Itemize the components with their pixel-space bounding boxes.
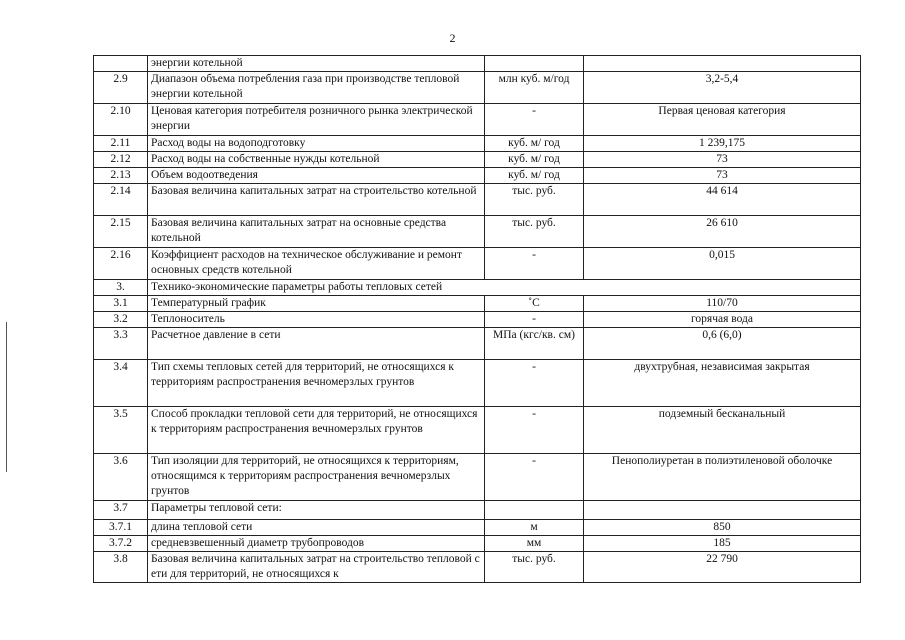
parameter-name: Ценовая категория потребителя розничного рынка электрической энергии <box>148 104 485 136</box>
parameter-unit: куб. м/ год <box>485 136 584 152</box>
parameter-unit: мм <box>485 536 584 552</box>
page-number: 2 <box>449 31 456 45</box>
table-row <box>94 501 861 520</box>
table-row <box>94 520 861 536</box>
parameter-value: 3,2-5,4 <box>584 72 861 104</box>
parameter-unit: - <box>485 104 584 136</box>
parameter-name: Температурный график <box>148 296 485 312</box>
parameter-value: 26 610 <box>584 216 861 248</box>
row-number: 2.10 <box>94 104 148 136</box>
parameter-unit <box>485 56 584 72</box>
row-number: 3.7.2 <box>94 536 148 552</box>
parameter-name: Диапазон объема потребления газа при производстве тепловой энергии котельной <box>148 72 485 104</box>
parameter-unit: МПа (кгс/кв. см) <box>485 328 584 360</box>
parameter-unit: тыс. руб. <box>485 184 584 216</box>
section-title: Технико-экономические параметры работы тепловых сетей <box>148 280 861 296</box>
table-row <box>94 360 861 407</box>
table-row <box>94 312 861 328</box>
parameter-name: Способ прокладки тепловой сети для территорий, не относящихся к территориям распространения вечномерзлых грунтов <box>148 407 485 454</box>
parameter-value: 22 790 <box>584 552 861 583</box>
row-number: 2.12 <box>94 152 148 168</box>
parameter-unit: ˚С <box>485 296 584 312</box>
table-row <box>94 72 861 104</box>
row-number: 3.6 <box>94 454 148 501</box>
parameter-value: Первая ценовая категория <box>584 104 861 136</box>
parameter-value: 44 614 <box>584 184 861 216</box>
table-row <box>94 280 861 296</box>
row-number: 3.3 <box>94 328 148 360</box>
parameter-name: Базовая величина капитальных затрат на строительство тепловой с ети для территорий, не относящихся к <box>148 552 485 583</box>
parameter-unit: млн куб. м/год <box>485 72 584 104</box>
parameter-unit: - <box>485 407 584 454</box>
parameter-name: Объем водоотведения <box>148 168 485 184</box>
parameter-value <box>584 501 861 520</box>
parameter-name: Базовая величина капитальных затрат на строительство котельной <box>148 184 485 216</box>
row-number: 3.4 <box>94 360 148 407</box>
table-row <box>94 216 861 248</box>
table-row <box>94 296 861 312</box>
table-row <box>94 248 861 280</box>
row-number <box>94 56 148 72</box>
margin-line <box>6 322 7 472</box>
table-row <box>94 168 861 184</box>
row-number: 2.9 <box>94 72 148 104</box>
parameter-unit: - <box>485 454 584 501</box>
table-body <box>94 56 861 583</box>
parameter-value: 185 <box>584 536 861 552</box>
parameter-name: Теплоноситель <box>148 312 485 328</box>
parameter-name: Расход воды на водоподготовку <box>148 136 485 152</box>
parameters-table <box>93 55 861 583</box>
table-row <box>94 407 861 454</box>
parameter-name: средневзвешенный диаметр трубопроводов <box>148 536 485 552</box>
table-row <box>94 184 861 216</box>
parameter-unit <box>485 501 584 520</box>
parameter-value: 0,015 <box>584 248 861 280</box>
row-number: 2.11 <box>94 136 148 152</box>
parameter-name: длина тепловой сети <box>148 520 485 536</box>
parameter-name: Базовая величина капитальных затрат на основные средства котельной <box>148 216 485 248</box>
parameter-value: подземный бесканальный <box>584 407 861 454</box>
row-number: 3.1 <box>94 296 148 312</box>
table-row <box>94 152 861 168</box>
parameter-name: Тип изоляции для территорий, не относящихся к территориям, относящимся к территориям распространения вечномерзлых грунтов <box>148 454 485 501</box>
row-number: 3.7 <box>94 501 148 520</box>
parameter-value: Пенополиуретан в полиэтиленовой оболочке <box>584 454 861 501</box>
table-row <box>94 56 861 72</box>
row-number: 2.14 <box>94 184 148 216</box>
table-row <box>94 552 861 583</box>
row-number: 2.16 <box>94 248 148 280</box>
parameter-unit: м <box>485 520 584 536</box>
parameter-unit: тыс. руб. <box>485 552 584 583</box>
row-number: 3.7.1 <box>94 520 148 536</box>
row-number: 2.15 <box>94 216 148 248</box>
parameter-name: Расчетное давление в сети <box>148 328 485 360</box>
row-number: 3.2 <box>94 312 148 328</box>
parameter-unit: куб. м/ год <box>485 152 584 168</box>
parameter-name: Тип схемы тепловых сетей для территорий, не относящихся к территориям распространения вечномерзлых грунтов <box>148 360 485 407</box>
row-number: 2.13 <box>94 168 148 184</box>
parameter-value: горячая вода <box>584 312 861 328</box>
row-number: 3. <box>94 280 148 296</box>
parameter-value: двухтрубная, независимая закрытая <box>584 360 861 407</box>
parameter-value: 0,6 (6,0) <box>584 328 861 360</box>
parameter-name: Коэффициент расходов на техническое обслуживание и ремонт основных средств котельной <box>148 248 485 280</box>
table-row <box>94 536 861 552</box>
parameter-value: 1 239,175 <box>584 136 861 152</box>
parameter-value: 73 <box>584 152 861 168</box>
parameter-name: Параметры тепловой сети: <box>148 501 485 520</box>
table-row <box>94 328 861 360</box>
row-number: 3.8 <box>94 552 148 583</box>
parameter-value: 73 <box>584 168 861 184</box>
parameter-name: энергии котельной <box>148 56 485 72</box>
parameter-unit: - <box>485 248 584 280</box>
parameter-value: 850 <box>584 520 861 536</box>
parameter-value <box>584 56 861 72</box>
parameter-unit: тыс. руб. <box>485 216 584 248</box>
parameter-name: Расход воды на собственные нужды котельной <box>148 152 485 168</box>
parameter-value: 110/70 <box>584 296 861 312</box>
table-row <box>94 454 861 501</box>
row-number: 3.5 <box>94 407 148 454</box>
table-row <box>94 136 861 152</box>
parameter-unit: - <box>485 312 584 328</box>
parameter-unit: куб. м/ год <box>485 168 584 184</box>
table-row <box>94 104 861 136</box>
parameter-unit: - <box>485 360 584 407</box>
